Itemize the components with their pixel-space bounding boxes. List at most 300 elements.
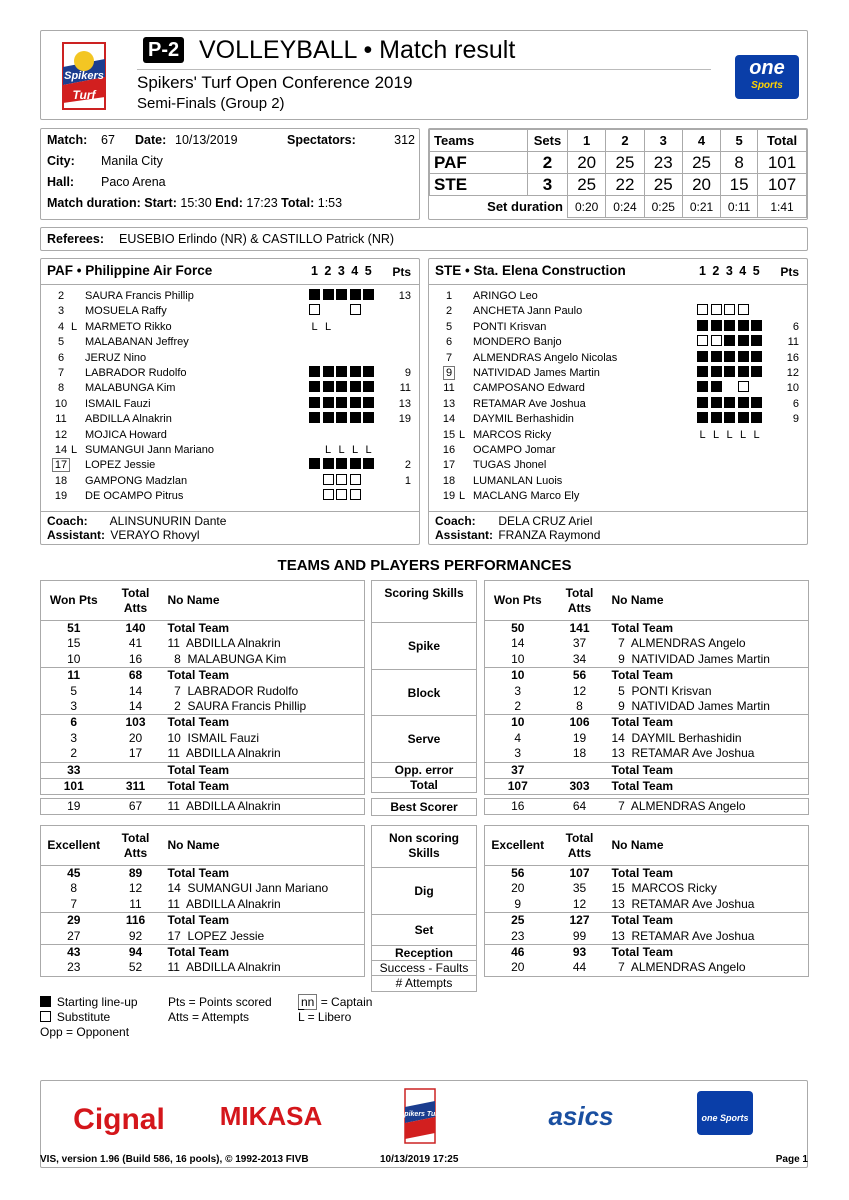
player-number: 2: [445, 305, 453, 318]
perf-attempts: 99: [572, 928, 587, 943]
starting-square-icon: [697, 397, 708, 408]
score-set: 25: [682, 152, 720, 174]
set-participation: [697, 443, 765, 458]
perf-value: 46: [485, 945, 551, 961]
player-row: [41, 443, 419, 458]
starting-square-icon: [350, 381, 361, 392]
substitute-square-icon: [724, 304, 735, 315]
score-set: 15: [721, 174, 758, 196]
player-name: PONTI Krisvan: [473, 320, 547, 333]
starting-square-icon: [323, 412, 334, 423]
legend-libero-text: = Libero: [307, 1010, 352, 1024]
perf-attempts: [107, 762, 165, 778]
perf-player: 17 LOPEZ Jessie: [167, 928, 265, 943]
starting-square-icon: [697, 381, 708, 392]
legend-captain-text: = Captain: [320, 995, 373, 1009]
best-points: 16: [511, 799, 525, 813]
set-participation: [697, 489, 765, 504]
perf-row: [41, 929, 365, 945]
set-participation: [697, 458, 765, 473]
starting-square-icon: [309, 458, 320, 469]
starting-square-icon: [697, 366, 708, 377]
referees-bar: [40, 227, 808, 251]
team-b-header: [429, 259, 807, 285]
perf-value: 7: [70, 896, 78, 911]
sponsor-cignal: Cignal: [73, 1103, 165, 1136]
set-duration-label: Set duration: [430, 196, 568, 218]
player-row: [41, 412, 419, 427]
city-label: City:: [47, 154, 75, 168]
perf-head-atts: Total Atts: [107, 826, 165, 866]
perf-player: 8 MALABUNGA Kim: [167, 651, 287, 666]
player-number: 2: [57, 290, 65, 302]
perf-row: [41, 684, 365, 699]
date-label: Date:: [135, 133, 167, 147]
legend-libero: [298, 1010, 351, 1025]
player-points: 2: [404, 459, 411, 472]
score-head-sets: Sets: [528, 130, 568, 152]
perf-player: 13 RETAMAR Ave Joshua: [611, 896, 755, 911]
set-participation: [309, 458, 377, 473]
total-label: Total:: [281, 196, 315, 210]
page-title: VOLLEYBALL • Match result: [199, 36, 516, 64]
legend-captain: [298, 995, 372, 1010]
best-attempts: 64: [572, 799, 587, 813]
perf-row: [485, 913, 809, 929]
player-number: 12: [54, 428, 68, 441]
perf-row: [41, 668, 365, 684]
legend-substitute: [40, 1010, 110, 1025]
set-participation: [697, 366, 765, 381]
skill-sub: Success - Faults: [372, 960, 476, 975]
perf-row: [41, 762, 365, 778]
libero-set-mark: L: [311, 320, 318, 333]
player-points: 16: [786, 351, 799, 364]
perf-header-row: [41, 581, 365, 621]
set-participation: [697, 428, 765, 443]
team-a-name: PAF • Philippine Air Force: [47, 263, 213, 278]
legend-pts: Pts = Points scored: [168, 995, 272, 1009]
legend-starting-text: Starting line-up: [56, 995, 138, 1009]
info-row-match: [47, 133, 417, 147]
perf-row: [41, 621, 365, 637]
player-number: 7: [57, 366, 65, 379]
coach-label: Coach:: [47, 514, 88, 528]
perf-player: Total Team: [165, 945, 365, 961]
perf-attempts: 311: [107, 779, 165, 795]
score-head-set2: 2: [606, 130, 644, 152]
score-set: 25: [644, 174, 682, 196]
score-total: 107: [758, 174, 807, 196]
perf-value: 2: [70, 746, 78, 761]
perf-player: 7 LABRADOR Rudolfo: [167, 683, 299, 698]
perf-attempts: 106: [551, 715, 609, 731]
libero-set-mark: L: [753, 428, 760, 441]
end-time: 17:23: [246, 196, 278, 210]
team-a-coaches: [41, 511, 419, 546]
score-sets-won: 3: [528, 174, 568, 196]
perf-attempts: 44: [572, 960, 587, 975]
perf-value: 29: [41, 913, 107, 929]
header-divider: [137, 69, 711, 70]
set-participation: [309, 381, 377, 396]
score-set: 8: [721, 152, 758, 174]
assistant-label: Assistant:: [47, 528, 106, 542]
player-number: 17: [442, 459, 456, 472]
score-row-team-a: [430, 152, 807, 174]
nonscoring_groups-skill-cell: [372, 914, 476, 945]
perf-value: 10: [485, 715, 551, 731]
player-number: 1: [445, 290, 453, 302]
report-header: [40, 30, 808, 120]
player-number: 14: [442, 413, 456, 426]
set-participation: [309, 366, 377, 381]
starting-square-icon: [336, 381, 347, 392]
player-row: [429, 366, 807, 381]
player-name: CAMPOSANO Edward: [473, 382, 585, 395]
set-duration-row: [430, 196, 807, 218]
starting-square-icon: [751, 351, 762, 362]
player-number: 16: [442, 443, 456, 456]
perf-attempts: 303: [551, 779, 609, 795]
starting-square-icon: [309, 381, 320, 392]
A-nonscoring_groups-table: [40, 825, 365, 977]
perf-player: 9 NATIVIDAD James Martin: [611, 651, 770, 666]
set-participation: [309, 320, 377, 335]
perf-row: [41, 897, 365, 913]
perf-value: 56: [511, 866, 525, 880]
player-points: 9: [404, 366, 411, 379]
perf-attempts: 35: [572, 881, 587, 896]
libero-mark: L: [71, 443, 78, 456]
set-participation: [309, 335, 377, 350]
set-duration-total: 1:41: [758, 196, 807, 218]
score-table: [429, 129, 807, 218]
perf-row: [485, 715, 809, 731]
perf-head-col1: Won Pts: [41, 581, 107, 621]
player-row: [429, 458, 807, 473]
score-set: 25: [606, 152, 644, 174]
scoring_groups-skill-cell: [372, 715, 476, 761]
perf-player: 10 ISMAIL Fauzi: [167, 730, 260, 745]
perf-value: 23: [67, 960, 81, 975]
set-participation: [697, 381, 765, 396]
player-points: 6: [792, 397, 799, 410]
set-duration: 0:24: [606, 196, 644, 218]
player-points: 12: [786, 366, 799, 379]
skill-name: Serve: [407, 731, 441, 746]
start-label: Start:: [144, 196, 177, 210]
perf-player: 14 SUMANGUI Jann Mariano: [167, 881, 329, 896]
player-row: [429, 304, 807, 319]
starting-square-icon: [697, 351, 708, 362]
perf-attempts: 56: [551, 668, 609, 684]
perf-row: [485, 636, 809, 651]
logo-sports-text: Sports: [751, 80, 783, 91]
perf-row: [485, 929, 809, 945]
starting-square-icon: [738, 412, 749, 423]
player-row: [41, 489, 419, 504]
footer: [40, 1154, 808, 1165]
legend-starting: [40, 995, 138, 1010]
perf-attempts: 12: [128, 881, 143, 896]
perf-attempts: 11: [129, 896, 142, 911]
player-points: 11: [399, 382, 411, 395]
set-participation: [697, 412, 765, 427]
score-set: 20: [682, 174, 720, 196]
perf-row: [485, 945, 809, 961]
substitute-square-icon: [323, 474, 334, 485]
perf-player: Total Team: [165, 668, 365, 684]
captain-symbol: nn: [298, 994, 317, 1010]
perf-value: 15: [67, 636, 81, 651]
player-name: RETAMAR Ave Joshua: [473, 397, 586, 410]
starting-square-icon: [350, 397, 361, 408]
perf-player: Total Team: [165, 715, 365, 731]
perf-value: 51: [67, 621, 81, 635]
player-number: 13: [442, 397, 456, 410]
captain-number: 17: [52, 458, 70, 472]
player-points: 1: [404, 474, 411, 487]
team-b-roster: [428, 258, 808, 545]
perf-value: 50: [511, 621, 525, 635]
perf-value: 2: [514, 699, 522, 714]
player-number: 14: [54, 443, 68, 456]
perf-player: 11 ABDILLA Alnakrin: [167, 896, 281, 911]
scoring_groups-skill-cell: [372, 777, 476, 792]
score-set: 25: [568, 174, 606, 196]
starting-square-icon: [309, 412, 320, 423]
match-info: [40, 128, 420, 220]
scoring_groups-skills-header: Scoring Skills: [372, 581, 476, 623]
coach-label: Coach:: [435, 514, 476, 528]
set-participation: [697, 351, 765, 366]
perf-value: 3: [70, 730, 78, 745]
player-row: [429, 489, 807, 504]
set-participation: [309, 397, 377, 412]
set-participation: [697, 304, 765, 319]
player-name: LOPEZ Jessie: [85, 459, 156, 472]
perf-row: [41, 779, 365, 795]
player-number: [439, 366, 459, 381]
perf-value: 14: [511, 636, 525, 651]
substitute-square-icon: [350, 474, 361, 485]
perf-value: 6: [41, 715, 107, 731]
team-b-assistant: FRANZA Raymond: [498, 528, 601, 542]
score-head-teams: Teams: [430, 130, 528, 152]
total-time: 1:53: [317, 196, 343, 210]
end-label: End:: [215, 196, 243, 210]
starting-square-icon: [323, 381, 334, 392]
player-name: SAURA Francis Phillip: [85, 290, 194, 302]
player-row: [41, 428, 419, 443]
match-number: 67: [101, 133, 115, 147]
legend-atts: Atts = Attempts: [168, 1010, 250, 1024]
starting-square-icon: [350, 412, 361, 423]
score-row-team-b: [430, 174, 807, 196]
perf-attempts: 103: [107, 715, 165, 731]
match-date: 10/13/2019: [175, 133, 238, 147]
set-participation: [309, 489, 377, 504]
starting-square-icon: [738, 351, 749, 362]
starting-square-icon: [336, 289, 347, 300]
perf-value: 107: [485, 779, 551, 795]
perf-player: 14 DAYMIL Berhashidin: [611, 730, 742, 745]
starting-square-icon: [724, 335, 735, 346]
starting-square-icon: [363, 412, 374, 423]
starting-square-icon: [323, 289, 334, 300]
perf-row: [485, 779, 809, 795]
starting-square-icon: [751, 412, 762, 423]
perf-row: [485, 866, 809, 882]
set-participation: [697, 397, 765, 412]
perf-player: 11 ABDILLA Alnakrin: [167, 636, 281, 651]
starting-square-icon: [350, 289, 361, 300]
perf-value: 10: [511, 651, 525, 666]
starting-square-icon: [363, 366, 374, 377]
libero-mark: L: [71, 320, 78, 333]
player-number: 7: [445, 351, 453, 364]
perf-player: 5 PONTI Krisvan: [611, 683, 712, 698]
spikers-turf-logo: [49, 37, 119, 115]
libero-mark: L: [459, 428, 466, 441]
libero-set-mark: L: [324, 443, 332, 456]
perf-attempts: 140: [125, 621, 146, 635]
player-number: 10: [54, 397, 68, 410]
team-b-coach: DELA CRUZ Ariel: [498, 514, 593, 528]
perf-player: Total Team: [611, 621, 674, 635]
assistant-label: Assistant:: [435, 528, 494, 542]
perf-value: 10: [485, 668, 551, 684]
match-label: Match:: [47, 133, 88, 147]
substitute-square-icon: [738, 381, 749, 392]
set-participation: [309, 474, 377, 489]
perf-row: [485, 652, 809, 668]
libero-set-mark: L: [739, 428, 747, 441]
player-points: 13: [398, 290, 411, 302]
team-a-assistant: VERAYO Rhovyl: [110, 528, 200, 542]
best-scorer-A: [40, 798, 365, 815]
player-name: MOSUELA Raffy: [85, 305, 167, 318]
starting-square-icon: [724, 366, 735, 377]
starting-square-icon: [323, 366, 334, 377]
libero-set-mark: L: [699, 428, 706, 441]
player-name: MARMETO Rikko: [85, 320, 172, 333]
player-number: 18: [54, 474, 68, 487]
player-name: OCAMPO Jomar: [473, 443, 556, 456]
competition-phase: Semi-Finals (Group 2): [137, 95, 285, 112]
player-name: GAMPONG Madzlan: [85, 474, 188, 487]
score-set: 22: [606, 174, 644, 196]
starting-square-icon: [336, 397, 347, 408]
starting-square-icon: [336, 412, 347, 423]
starting-square-icon: [323, 397, 334, 408]
spectators-label: Spectators:: [287, 133, 356, 147]
perf-row: [41, 866, 365, 882]
perf-attempts: 94: [107, 945, 165, 961]
player-name: LUMANLAN Luois: [473, 474, 563, 487]
perf-value: 37: [485, 762, 551, 778]
perf-value: 3: [70, 699, 78, 714]
starting-square-icon: [336, 458, 347, 469]
player-row: [429, 320, 807, 335]
starting-square-icon: [711, 381, 722, 392]
perf-attempts: 18: [572, 746, 587, 761]
perf-attempts: 8: [576, 699, 583, 714]
substitute-square-icon: [711, 304, 722, 315]
perf-value: 33: [41, 762, 107, 778]
player-name: MARCOS Ricky: [473, 428, 552, 441]
B-scoring_groups-table: [484, 580, 809, 795]
score-head-set3: 3: [644, 130, 682, 152]
perf-attempts: 127: [551, 913, 609, 929]
player-name: MACLANG Marco Ely: [473, 490, 580, 503]
player-number: 11: [443, 382, 455, 395]
player-points: 9: [792, 413, 799, 426]
best-player: 11 ABDILLA Alnakrin: [167, 799, 281, 813]
perf-player: Total Team: [609, 945, 809, 961]
score-head-set4: 4: [682, 130, 720, 152]
starting-square-icon: [363, 458, 374, 469]
player-row: [41, 304, 419, 319]
perf-head-name: No Name: [609, 581, 809, 621]
substitute-square-icon: [738, 304, 749, 315]
starting-square-icon: [350, 366, 361, 377]
perf-player: Total Team: [165, 762, 365, 778]
perf-attempts: 17: [128, 746, 143, 761]
perf-value: 10: [67, 651, 81, 666]
libero-set-mark: L: [338, 443, 345, 456]
starting-square-icon: [309, 289, 320, 300]
set-duration: 0:11: [721, 196, 758, 218]
team-a-header: [41, 259, 419, 285]
perf-row: [485, 897, 809, 913]
player-number: 18: [442, 474, 456, 487]
perf-value: 43: [41, 945, 107, 961]
skill-sub: # Attempts: [372, 975, 476, 990]
perf-attempts: 14: [128, 699, 143, 714]
perf-player: Total Team: [611, 866, 674, 880]
perf-attempts: 89: [128, 866, 143, 880]
perf-player: Total Team: [167, 866, 230, 880]
perf-row: [485, 746, 809, 762]
score-head-set1: 1: [568, 130, 606, 152]
perf-value: 11: [41, 668, 107, 684]
player-name: MALABANAN Jeffrey: [85, 336, 189, 349]
perf-row: [41, 913, 365, 929]
team-b-player-list: [429, 289, 807, 504]
set-participation: [309, 443, 377, 458]
starting-square-icon: [711, 351, 722, 362]
player-number: 5: [57, 336, 65, 349]
perf-header-row: [41, 826, 365, 866]
skill-name: Set: [414, 923, 434, 938]
hall-label: Hall:: [47, 175, 75, 189]
starting-square-icon: [751, 320, 762, 331]
perf-value: 20: [511, 960, 525, 975]
starting-square-icon: [711, 366, 722, 377]
perf-row: [485, 881, 809, 896]
score-header-row: [430, 130, 807, 152]
player-number: 11: [55, 413, 67, 426]
nonscoring_groups-skill-cell: [372, 868, 476, 914]
player-row: [429, 335, 807, 350]
perf-row: [41, 746, 365, 762]
nonscoring_groups-skills-column: [371, 825, 477, 992]
perf-value: 8: [70, 881, 78, 896]
player-number: 19: [442, 490, 456, 503]
starting-square-icon: [738, 335, 749, 346]
